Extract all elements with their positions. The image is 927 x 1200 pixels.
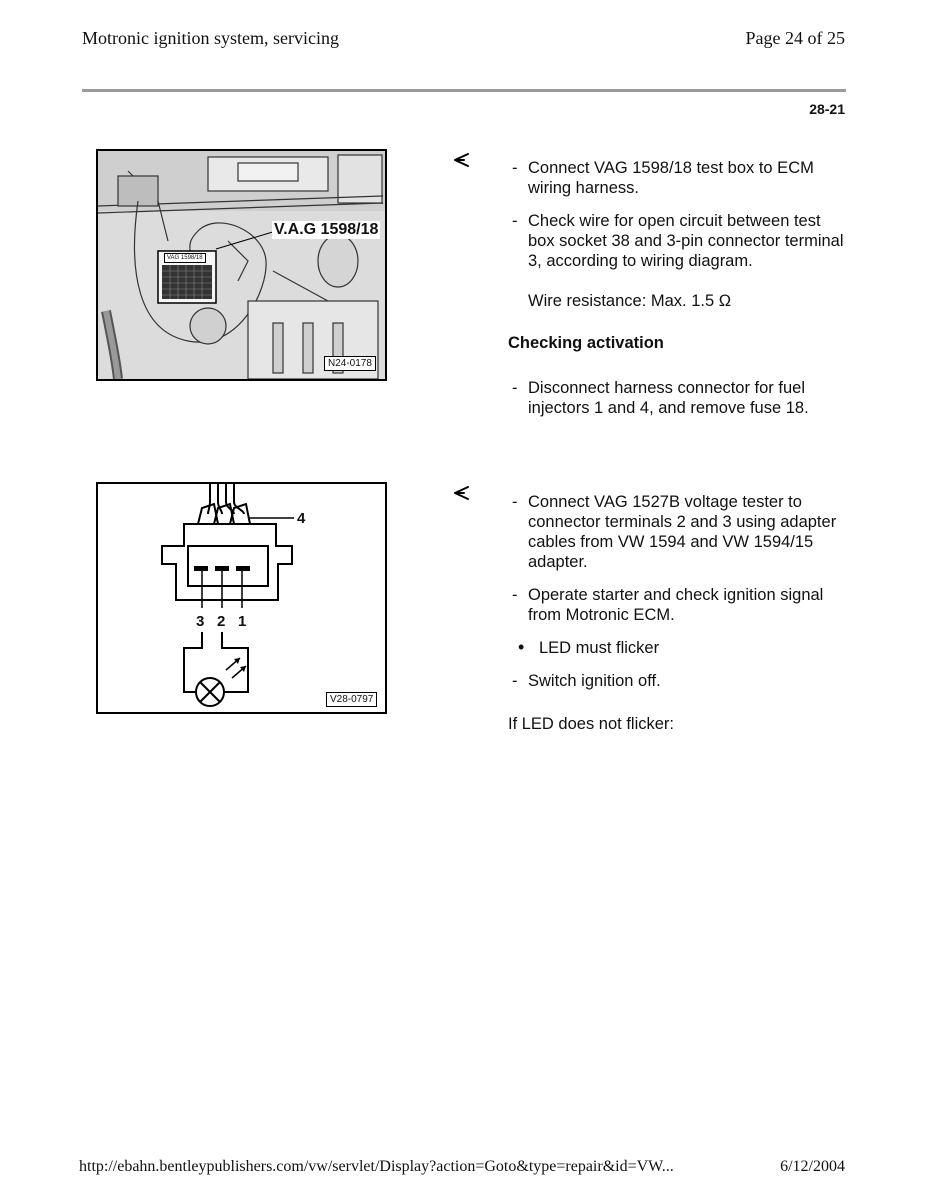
resistance-note: Wire resistance: Max. 1.5 Ω: [528, 292, 732, 310]
instruction-step: [508, 378, 848, 418]
step-text: Switch ignition off.: [528, 672, 661, 690]
section-number: 28-21: [809, 101, 845, 117]
dash-marker: -: [512, 493, 518, 511]
step-text: Connect VAG 1527B voltage tester to connector terminals 2 and 3 using adapter cables from VW 1594 and VW 1594/15 adapter.: [528, 493, 837, 571]
instruction-block-1: [508, 158, 848, 431]
figure-test-box-engine-bay: [96, 149, 387, 381]
engine-bay-illustration: [98, 151, 385, 379]
instruction-step: [508, 671, 848, 691]
instruction-block-2: [508, 492, 848, 734]
section-heading: Checking activation: [508, 334, 664, 352]
step-text: Disconnect harness connector for fuel injectors 1 and 4, and remove fuse 18.: [528, 379, 809, 417]
bullet-item: [508, 638, 848, 658]
left-pointing-arrow-icon: [453, 485, 471, 501]
dash-marker: -: [512, 672, 518, 690]
dash-marker: -: [512, 379, 518, 397]
footer-url: http://ebahn.bentleypublishers.com/vw/servlet/Display?action=Goto&type=repair&id=VW...: [79, 1158, 674, 1175]
left-pointing-arrow-icon: [453, 152, 471, 168]
dash-marker: -: [512, 159, 518, 177]
bullet-text: LED must flicker: [539, 639, 660, 657]
pin-label-1: 1: [238, 613, 247, 630]
pin-label-2: 2: [217, 613, 226, 630]
step-text: Operate starter and check ignition signal from Motronic ECM.: [528, 586, 824, 624]
dash-marker: -: [512, 212, 518, 230]
pin-label-3: 3: [196, 613, 205, 630]
closing-condition: If LED does not flicker:: [508, 715, 674, 733]
instruction-step: [508, 585, 848, 625]
dash-marker: -: [512, 586, 518, 604]
document-title: Motronic ignition system, servicing: [82, 28, 339, 48]
bullet-dot: •: [518, 637, 525, 657]
figure-code: V28-0797: [326, 692, 377, 707]
instruction-step: [508, 158, 848, 198]
callout-number: 4: [297, 510, 306, 527]
figure-code: N24-0178: [324, 356, 376, 371]
figure-connector-diagram: [96, 482, 387, 714]
step-text: Check wire for open circuit between test box socket 38 and 3-pin connector terminal 3, according to wiring diagram.: [528, 212, 844, 270]
header-divider: [82, 89, 846, 92]
test-box-label: VAG 1598/18: [164, 253, 206, 263]
connector-wiring-diagram: [98, 484, 385, 712]
footer-date: 6/12/2004: [780, 1158, 845, 1175]
instruction-step: [508, 211, 848, 271]
page-number: Page 24 of 25: [745, 28, 845, 48]
instruction-step: [508, 492, 848, 572]
step-text: Connect VAG 1598/18 test box to ECM wiring harness.: [528, 159, 814, 197]
test-box-callout: V.A.G 1598/18: [274, 221, 379, 238]
